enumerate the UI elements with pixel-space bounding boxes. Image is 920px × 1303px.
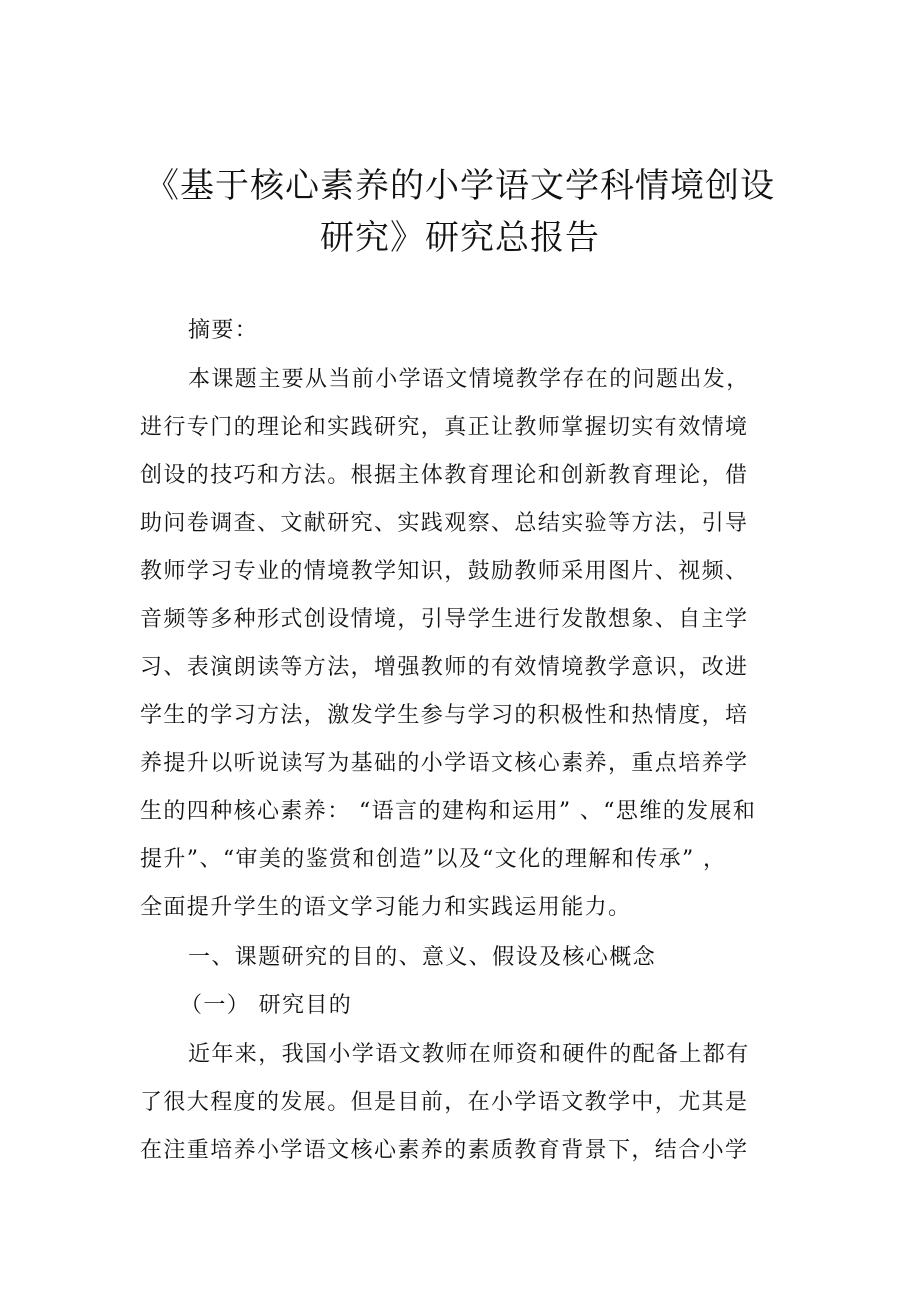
abstract-line: 音频等多种形式创设情境，引导学生进行发散想象、自主学 <box>140 607 749 632</box>
document-title-line-2: 研究》研究总报告 <box>320 218 600 258</box>
abstract-line: 养提升以听说读写为基础的小学语文核心素养，重点培养学 <box>140 751 749 776</box>
body-line: 近年来，我国小学语文教师在师资和硬件的配备上都有 <box>188 1042 750 1067</box>
abstract-line: 创设的技巧和方法。根据主体教育理论和创新教育理论，借 <box>140 463 749 488</box>
abstract-line: 习、表演朗读等方法，增强教师的有效情境教学意识，改进 <box>140 655 749 680</box>
abstract-line: 提升”、“审美的鉴赏和创造”以及“文化的理解和传承” ， <box>140 847 727 872</box>
abstract-label: 摘要： <box>188 318 259 343</box>
document-title-line-1: 《基于核心素养的小学语文学科情境创设 <box>145 166 775 206</box>
body-line: 在注重培养小学语文核心素养的素质教育背景下，结合小学 <box>140 1138 749 1163</box>
subsection-heading: （一） 研究目的 <box>180 993 353 1018</box>
abstract-line: 进行专门的理论和实践研究，真正让教师掌握切实有效情境 <box>140 415 749 440</box>
abstract-line: 教师学习专业的情境教学知识，鼓励教师采用图片、视频、 <box>140 559 749 584</box>
abstract-line: 学生的学习方法，激发学生参与学习的积极性和热情度，培 <box>140 703 749 728</box>
abstract-line: 生的四种核心素养： “语言的建构和运用” 、“思维的发展和 <box>140 799 757 824</box>
body-line: 了很大程度的发展。但是目前，在小学语文教学中，尤其是 <box>140 1090 749 1115</box>
abstract-line: 助问卷调查、文献研究、实践观察、总结实验等方法，引导 <box>140 511 749 536</box>
abstract-line: 本课题主要从当前小学语文情境教学存在的问题出发， <box>188 367 750 392</box>
abstract-line: 全面提升学生的语文学习能力和实践运用能力。 <box>140 895 632 920</box>
section-heading: 一、课题研究的目的、意义、假设及核心概念 <box>188 945 657 970</box>
